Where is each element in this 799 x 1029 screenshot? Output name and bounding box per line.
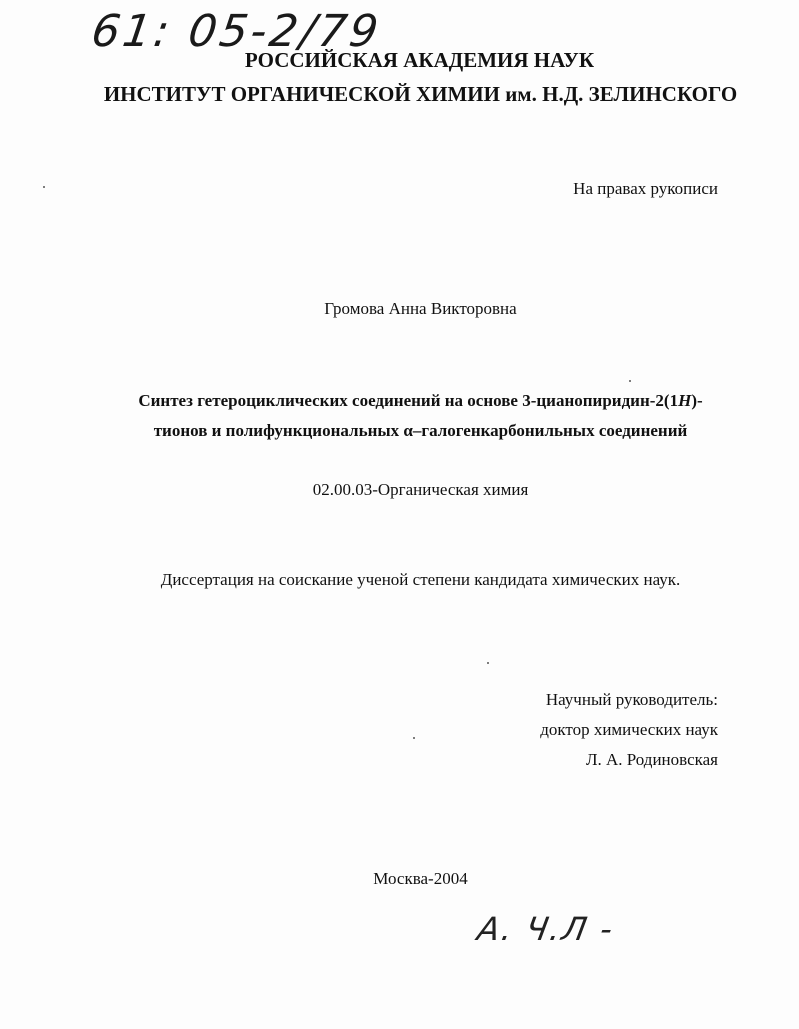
supervisor-degree: доктор химических наук	[540, 720, 718, 739]
dissertation-type: Диссертация на соискание ученой степени кандидата химических наук.	[160, 570, 681, 589]
dissertation-title-line-2: тионов и полифункциональных α–галогенкарбонильных соединений	[153, 421, 688, 440]
handwritten-archive-code: 61: 05-2/79	[88, 6, 385, 57]
supervisor-name: Л. А. Родиновская	[585, 750, 718, 769]
specialty-code: 02.00.03-Органическая химия	[312, 480, 529, 499]
title-line-1-suffix: )-	[691, 391, 703, 410]
scan-speck	[413, 737, 415, 739]
supervisor-label: Научный руководитель:	[545, 690, 718, 709]
author-name: Громова Анна Викторовна	[324, 299, 517, 318]
title-line-1-italic: H	[678, 391, 692, 410]
handwritten-signature: А. Ч.Л -	[474, 910, 618, 948]
scan-speck	[629, 380, 631, 382]
dissertation-title-line-1	[0, 391, 799, 411]
title-line-1-prefix: Синтез гетероциклических соединений на основе 3-цианопиридин-2(1	[138, 391, 679, 410]
academy-heading: РОССИЙСКАЯ АКАДЕМИЯ НАУК	[244, 48, 595, 72]
scan-speck	[43, 186, 45, 188]
institute-heading: ИНСТИТУТ ОРГАНИЧЕСКОЙ ХИМИИ им. Н.Д. ЗЕЛИНСКОГО	[103, 82, 738, 106]
rights-note: На правах рукописи	[573, 179, 718, 198]
scan-speck	[487, 662, 489, 664]
place-and-year: Москва-2004	[373, 869, 468, 888]
